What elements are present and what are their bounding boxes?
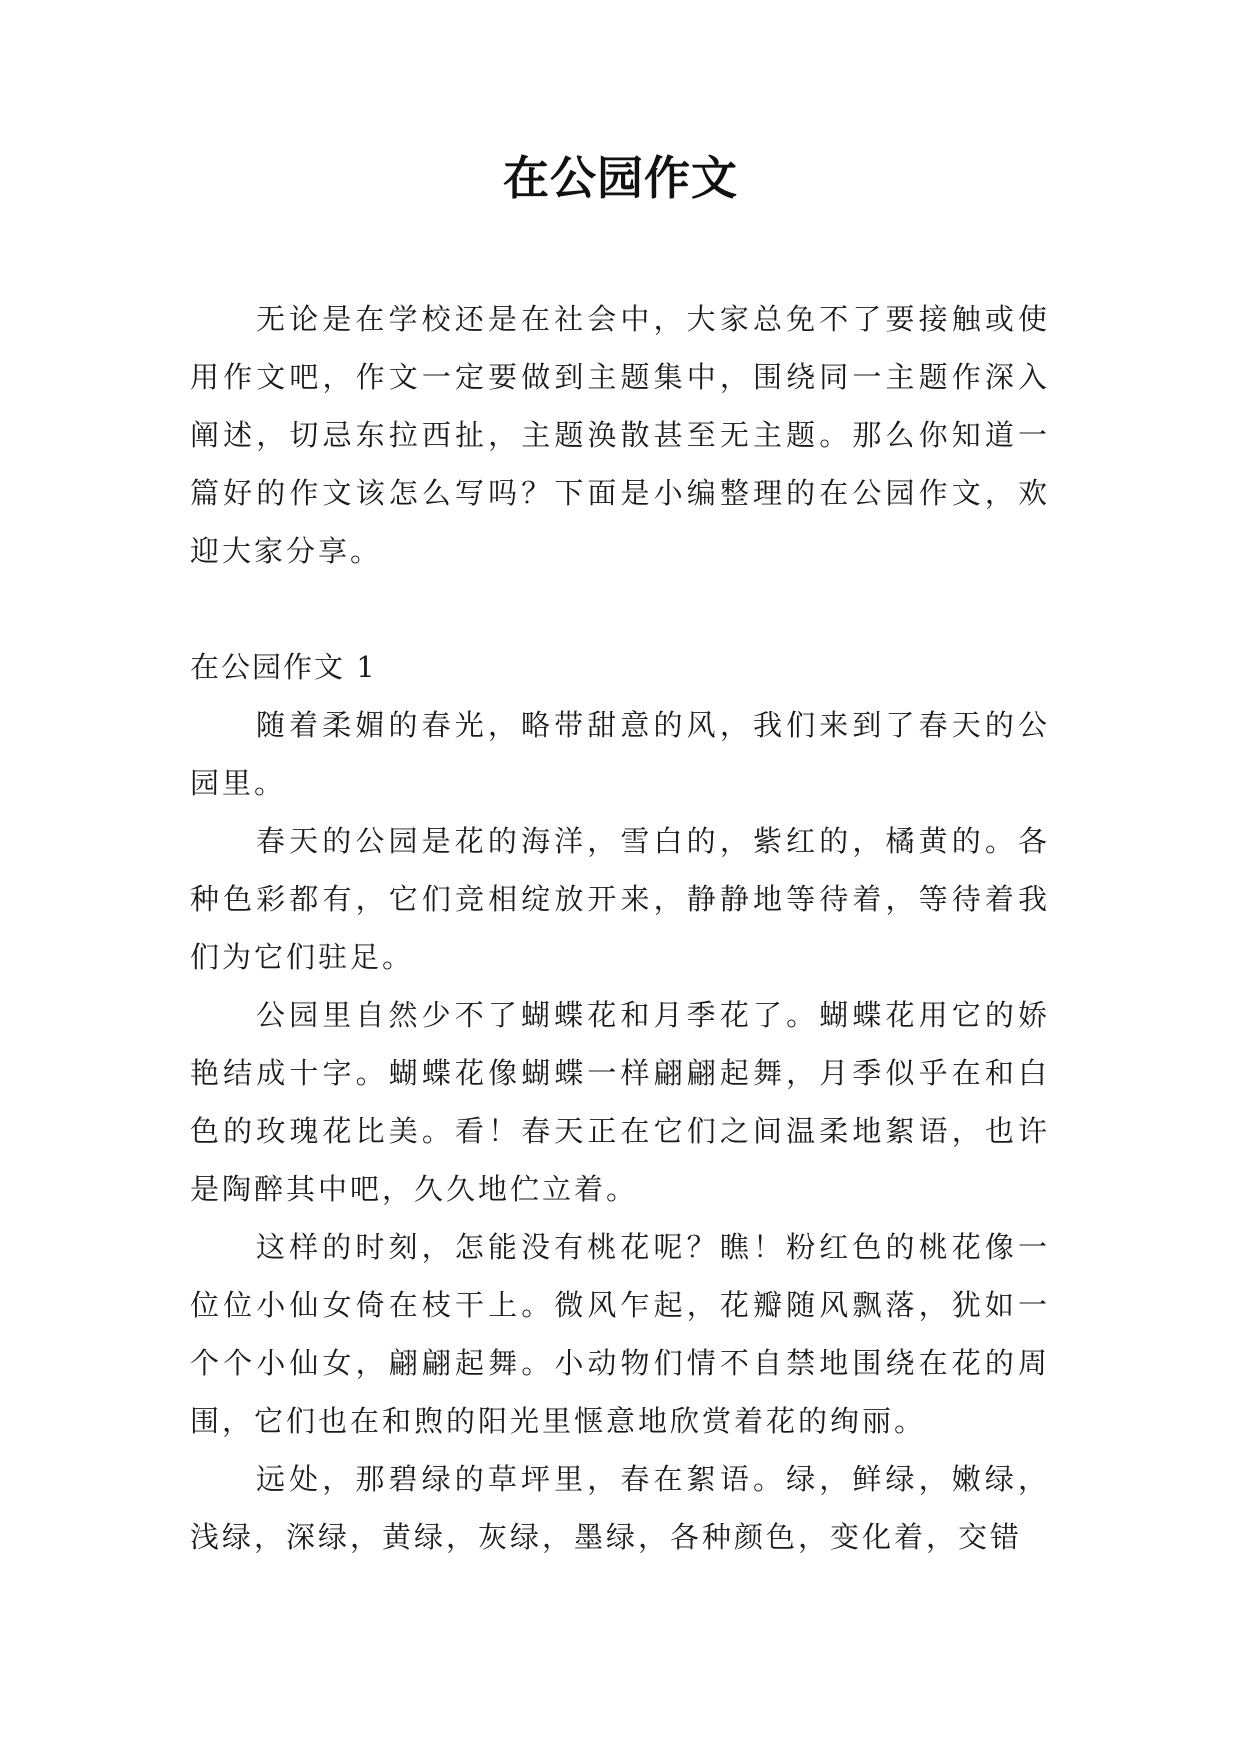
body-paragraph: 远处，那碧绿的草坪里，春在絮语。绿，鲜绿，嫩绿，浅绿，深绿，黄绿，灰绿，墨绿，各种颜色，变化着，交错 [190,1462,1050,1554]
body-paragraph: 随着柔媚的春光，略带甜意的风，我们来到了春天的公园里。 [190,708,1050,800]
body-paragraph: 春天的公园是花的海洋，雪白的，紫红的，橘黄的。各种色彩都有，它们竞相绽放开来，静静地等待着，等待着我们为它们驻足。 [190,824,1050,974]
intro-paragraph: 无论是在学校还是在社会中，大家总免不了要接触或使用作文吧，作文一定要做到主题集中，围绕同一主题作深入阐述，切忌东拉西扯，主题涣散甚至无主题。那么你知道一篇好的作文该怎么写吗？下面是小编整理的在公园作文，欢迎大家分享。 [190,302,1050,568]
body-paragraph: 这样的时刻，怎能没有桃花呢？瞧！粉红色的桃花像一位位小仙女倚在枝干上。微风乍起，花瓣随风飘落，犹如一个个小仙女，翩翩起舞。小动物们情不自禁地围绕在花的周围，它们也在和煦的阳光里惬意地欣赏着花的绚丽。 [190,1230,1050,1438]
document-title: 在公园作文 [503,151,738,205]
document-body [190,290,1050,1566]
body-paragraph: 公园里自然少不了蝴蝶花和月季花了。蝴蝶花用它的娇艳结成十字。蝴蝶花像蝴蝶一样翩翩起舞，月季似乎在和白色的玫瑰花比美。看！春天正在它们之间温柔地絮语，也许是陶醉其中吧，久久地伫立着。 [190,998,1050,1206]
section-heading: 在公园作文 1 [190,650,377,684]
